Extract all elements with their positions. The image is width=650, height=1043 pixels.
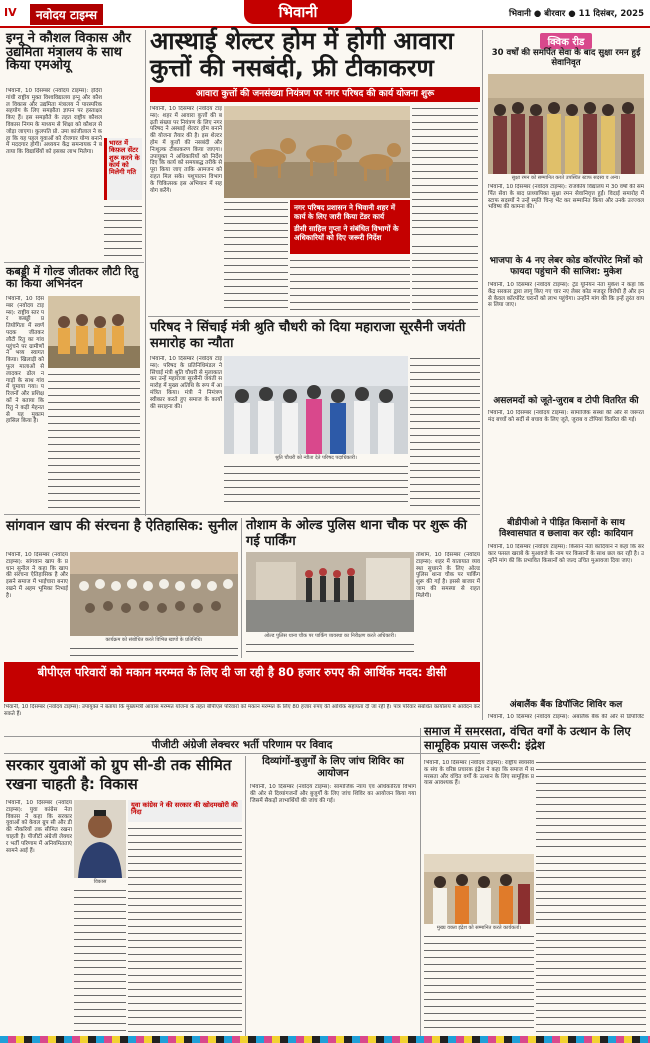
story-retirement-body: भिवानी, 10 दिसम्बर (नवोदय टाइम्स): राजकीय विद्यालय में 30 वर्षों की समर्पित सेवा के बाद प्राध्यापिका सुक्षा रमन सेवानिवृत्त हुईं। विदाई समारोह में स्टाफ सदस्यों ने उन्हें स्मृति चिन्ह भेंट कर सम्मानित किया और उनके उज्ज्वल भविष्य की कामना की। <box>488 184 644 211</box>
story-parking-body: तोशाम, 10 दिसम्बर (नवोदय टाइम्स): शहर में यातायात व्यवस्था सुधारने के लिए ओल्ड पुलिस थाना चौक पर पार्किंग शुरू की गई है। इससे बाजार में जाम की समस्या से राहत मिलेगी। <box>416 552 480 599</box>
story-youth-body-cont <box>74 888 126 1032</box>
story-labour-code-title: भाजपा के 4 नए लेबर कोड कॉरपोरेट मित्रों को फायदा पहुंचाने की साजिश: मुकेश <box>489 256 643 277</box>
retirement-photo <box>488 74 644 174</box>
story-parking-body-cont <box>246 642 414 658</box>
quick-read-label-wrap <box>486 30 646 46</box>
issue-date: भिवानी ● बीरवार ● 11 दिसंबर, 2025 <box>508 9 644 19</box>
story-minister-title: परिषद ने सिंचाई मंत्री श्रुति चौधरी को दिया महाराजा सूरसैनी जयंती समारोह का न्यौता <box>150 320 466 351</box>
story-bank-camp-title: अंबालैंक बैंक डिपॉजिट शिविर कल <box>509 700 623 710</box>
story-bank-camp-body: भिवानी, 10 दिसम्बर (नवोदय टाइम्स): अंबालैंक बैंक की ओर से डिपॉजिट <box>488 714 644 720</box>
samaj-photo <box>424 854 534 924</box>
story-parking-title: तोशाम के ओल्ड पुलिस थाना चौक पर शुरू की गई पार्किंग <box>246 518 467 549</box>
story-samaj-title: समाज में समरसता, वंचित वर्गों के उत्थान के लिए सामूहिक प्रयास जरूरी: इंद्रेश <box>424 724 631 752</box>
youth-photo-caption: विकास <box>93 879 107 885</box>
story-samaj-body-3 <box>424 934 534 1032</box>
lead-body-right-bottom <box>412 244 478 312</box>
parking-photo <box>246 552 414 632</box>
sangwan-caption: कार्यक्रम को संबोधित करते विभिन्न खापों के प्रतिनिधि। <box>105 637 203 643</box>
youth-side-kicker: युवा कांग्रेस ने की सरकार की खोदमखोरी की निंदा <box>131 801 238 817</box>
lead-headline: आस्थाई शेल्टर होम में होगी आवारा कुत्तों की नसबंदी, फ्री टीकाकरण <box>150 27 454 82</box>
lead-pointers <box>290 200 410 254</box>
kabaddi-photo <box>48 296 140 368</box>
story-ignou-body: भिवानी, 10 दिसम्बर (नवोदय टाइम्स): इंदिरा गांधी राष्ट्रीय मुक्त विश्वविद्यालय इग्नू और कौशल विकास और उद्यमिता मंत्रालय ने पारस्परिक सहयोग के लिए समझौता ज्ञापन पर हस्ताक्षर किए हैं। इस समझौते के तहत राष्ट्रीय कौशल विकास निगम के माध्यम से शिक्षा को कौशल से जोड़ा जाएगा। कुलपति प्रो. उमा कांजीलाल ने कहा कि यह पहल युवाओं को रोजगार योग्य बनाने में मददगार होगी। अध्ययन केंद्र समन्वयक ने बताया कि विद्यार्थियों को इसका लाभ मिलेगा। <box>6 88 102 156</box>
banner-box <box>4 662 480 702</box>
banner-title: बीपीएल परिवारों को मकान मरम्मत के लिए दी जा रही है 80 हजार रुपए की आर्थिक मदद: डीसी <box>37 665 447 679</box>
story-minister-body-right <box>410 356 480 508</box>
story-sangwan-title: सांगवान खाप की संरचना है ऐतिहासिक: सुनील <box>6 518 238 534</box>
boxed-note-title: भारत में किफ़ल सेंटर शुरू करने के कार्य को मिलेगी गति <box>109 139 140 176</box>
story-samaj-body-2 <box>536 760 646 850</box>
lead-body-mid <box>224 200 288 312</box>
page-number: IV <box>4 6 17 19</box>
story-pgt-title: पीजीटी अंग्रेजी लेक्चरर भर्ती परिणाम पर विवाद <box>4 736 480 754</box>
quick-read-label: क्विक रीड <box>540 33 593 49</box>
lead-subhead: आवारा कुत्तों की जनसंख्या नियंत्रण पर नगर परिषद की कार्य योजना शुरू <box>150 87 480 102</box>
story-shoes-body: भिवानी, 10 दिसम्बर (नवोदय टाइम्स): सामाजिक संस्था की ओर से जरूरतमंद बच्चों को सर्दी से बचाव के लिए जूते, जुराब व टोपियां वितरित की गई। <box>488 410 644 423</box>
print-color-strip <box>0 1036 650 1043</box>
samaj-caption: मुख्य वक्ता इंद्रेश को सम्मानित करते कार्यकर्ता। <box>436 925 522 931</box>
story-retirement-title: 30 वर्षों की समर्पित सेवा के बाद सुक्षा रमन हुईं सेवानिवृत <box>491 48 641 68</box>
youth-side-box <box>128 800 242 822</box>
story-youth-body: भिवानी, 10 दिसम्बर (नवोदय टाइम्स): युवा कांग्रेस नेता विकास ने कहा कि सरकार युवाओं को केवल ग्रुप सी और डी की नौकरियों तक सीमित रखना चाहती है। पीजीटी अंग्रेजी लेक्चरर भर्ती परिणाम में अनियमितताएं सामने आई हैं। <box>6 800 72 854</box>
sangwan-photo <box>70 552 238 636</box>
lead-body-right <box>412 106 478 240</box>
banner-body: भिवानी, 10 दिसम्बर (नवोदय टाइम्स): उपायुक्त ने बताया कि मुख्यमंत्री आवास मरम्मत योजना के तहत बीपीएल परिवारों को मकान मरम्मत के लिए 80 हजार रुपए की आर्थिक सहायता दी जा रही है। पात्र परिवार संबंधित कार्यालय में आवेदन कर सकते हैं। <box>4 704 480 717</box>
newspaper-brand: नवोदय टाइम्स <box>30 4 103 25</box>
edition-title: भिवानी <box>244 0 352 24</box>
story-samaj-body: भिवानी, 10 दिसम्बर (नवोदय टाइम्स): राष्ट्रीय स्वयंसेवक संघ के वरिष्ठ प्रचारक इंद्रेश ने कहा कि समाज में समरसता और वंचित वर्गों के उत्थान के लिए सामूहिक प्रयास आवश्यक हैं। <box>424 760 534 787</box>
story-kabaddi-body-cont <box>48 372 140 508</box>
minister-photo <box>224 356 408 454</box>
story-kabaddi-title: कबड्डी में गोल्ड जीतकर लौटी रितु का किया अभिनंदन <box>6 265 139 290</box>
story-ignou-body-cont <box>104 204 142 258</box>
story-ignou-title: इग्नू ने कौशल विकास और उद्यमिता मंत्रालय के साथ किया एमओयू <box>6 31 131 74</box>
story-camp-title: दिव्यांगों-बुजुर्गों के लिए जांच शिविर का आयोजन <box>262 756 404 779</box>
story-samaj-body-4 <box>536 854 646 1032</box>
story-minister-body: भिवानी, 10 दिसम्बर (नवोदय टाइम्स): परिषद के प्रतिनिधिमंडल ने सिंचाई मंत्री श्रुति चौधरी से मुलाकात कर उन्हें महाराजा सूरसैनी जयंती समारोह में मुख्य अतिथि के रूप में आमंत्रित किया। मंत्री ने निमंत्रण स्वीकार करते हुए समाज के कार्यों की सराहना की। <box>150 356 222 410</box>
story-sangwan-body: भिवानी, 10 दिसम्बर (नवोदय टाइम्स): सांगवान खाप के प्रधान सुनील ने कहा कि खाप की संरचना ऐतिहासिक है और इसने समाज में भाईचारा बनाए रखने में अहम भूमिका निभाई है। <box>6 552 68 599</box>
story-camp-body: भिवानी, 10 दिसम्बर (नवोदय टाइम्स): सामाजिक न्याय एवं अधिकारिता विभाग की ओर से दिव्यांगजनों और बुजुर्गों के लिए जांच शिविर का आयोजन किया गया जिसमें सैकड़ों लाभार्थियों की जांच की गई। <box>250 784 416 804</box>
pointer-1: नगर परिषद प्रशासन ने भिवानी शहर में कार्य के लिए जारी किया टेंडर कार्य <box>294 203 396 221</box>
story-youth-title: सरकार युवाओं को ग्रुप सी-डी तक सीमित रखना चाहती है: विकास <box>6 756 232 793</box>
story-labour-code-body: भिवानी, 10 दिसम्बर (नवोदय टाइम्स): ट्रेड यूनियन नेता मुकेश ने कहा कि केंद्र सरकार द्वारा लागू किए गए चार नए लेबर कोड मजदूर विरोधी हैं और इनसे केवल कॉरपोरेट घरानों को लाभ पहुंचेगा। उन्होंने मांग की कि इन्हें तुरंत वापस लिया जाए। <box>488 282 644 309</box>
pointer-2: डीसी साहिल गुप्ता ने संबंधित विभागों के अधिकारियों को दिए जरूरी निर्देश <box>294 224 399 242</box>
lead-body: भिवानी, 10 दिसम्बर (नवोदय टाइम्स): शहर में आवारा कुत्तों की बढ़ती संख्या पर नियंत्रण के लिए नगर परिषद ने अस्थाई शेल्टर होम बनाने की योजना तैयार की है। इस शेल्टर होम में कुत्तों की नसबंदी और निःशुल्क टीकाकरण किया जाएगा। उपायुक्त ने अधिकारियों को निर्देश दिए कि कार्य को समयबद्ध तरीके से पूरा किया जाए ताकि आमजन को राहत मिल सके। पशुपालन विभाग के चिकित्सक इस अभियान में सहयोग करेंगे। <box>150 106 222 194</box>
retirement-caption: सुक्षा रमन को सम्मानित करते उपस्थित स्टाफ सदस्य व अन्य। <box>511 175 621 181</box>
story-minister-body-cont <box>224 464 408 508</box>
lead-body-bottom <box>290 258 410 312</box>
story-bdpo-body: भिवानी, 10 दिसम्बर (नवोदय टाइम्स): किसान नेता कादियान ने कहा कि सरकार फसल खराबे के मुआवजे के नाम पर किसानों के साथ छल कर रही है। उन्होंने मांग की कि प्रभावित किसानों को जल्द उचित मुआवजा दिया जाए। <box>488 544 644 564</box>
story-shoes-title: असलमदों को जूते-जुराब व टोपी वितरित की <box>493 396 639 406</box>
story-bdpo-title: बीडीपीओ ने पीड़ित किसानों के साथ विश्वासघात व छलावा कर रही: कादियान <box>499 518 633 539</box>
parking-caption: ओल्ड पुलिस थाना चौक पर पार्किंग व्यवस्था का निरीक्षण करते अधिकारी। <box>264 633 396 639</box>
minister-photo-caption: श्रुति चौधरी को न्यौता देते परिषद पदाधिकारी। <box>275 455 357 461</box>
story-kabaddi-body: भिवानी, 10 दिसम्बर (नवोदय टाइम्स): राष्ट्रीय स्तर पर कबड्डी प्रतियोगिता में स्वर्ण पदक जीतकर लौटी रितु का गांव पहुंचने पर ग्रामीणों ने भव्य स्वागत किया। खिलाड़ी को फूल मालाओं से लादकर ढोल नगाड़ों के साथ गांव में घुमाया गया। परिजनों और प्रशिक्षकों ने बताया कि रितु ने कड़ी मेहनत से यह मुकाम हासिल किया है। <box>6 296 44 425</box>
boxed-note <box>104 138 142 200</box>
lead-photo-dogs <box>224 106 410 198</box>
youth-side-body <box>128 826 242 1032</box>
story-sangwan-body-cont <box>70 646 238 658</box>
youth-leader-photo <box>74 800 126 878</box>
